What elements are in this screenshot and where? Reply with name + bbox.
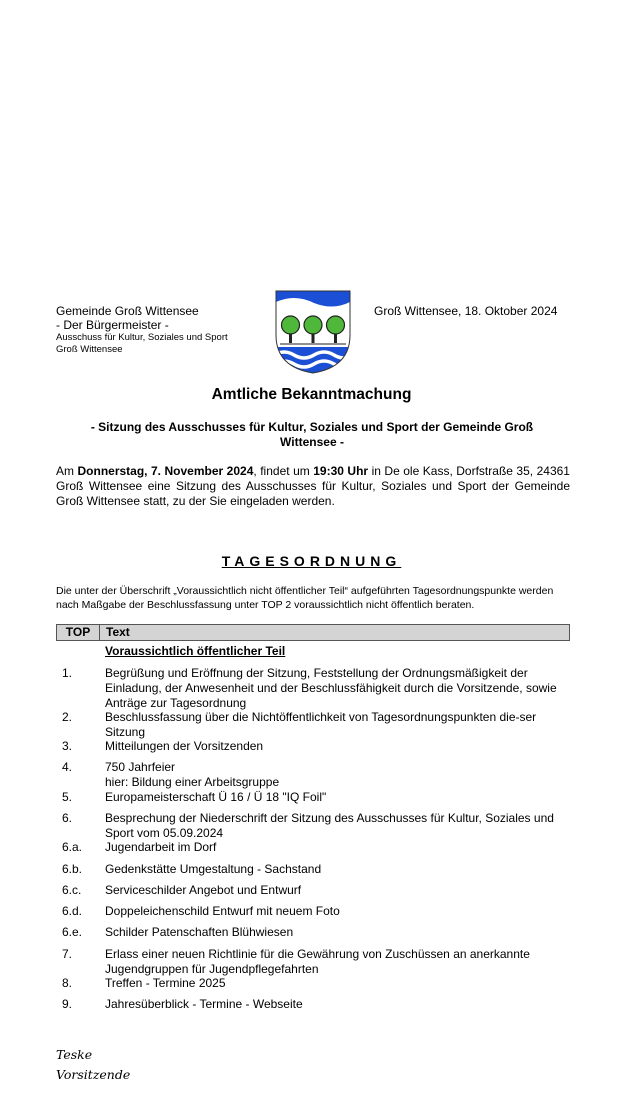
town-label: Groß Wittensee [56,344,123,355]
agenda-note: Die unter der Überschrift „Voraussichtlich nicht öffentlicher Teil“ aufgeführten Tagesordnungspunkte werden nach Maßgabe der Beschlussfassung unter TOP 2 voraussichtlich nicht öffentlich beraten. [56,585,554,611]
agenda-table-header [56,624,570,641]
meeting-date: Donnerstag, 7. November 2024 [77,464,254,478]
item-text: Europameisterschaft Ü 16 / Ü 18 "IQ Foil" [105,790,327,804]
item-number: 3. [62,739,73,753]
column-top: TOP [57,625,100,640]
item-number: 1. [62,666,73,680]
document-subtitle: - Sitzung des Ausschusses für Kultur, Soziales und Sport der Gemeinde Groß Wittensee - [90,420,534,449]
section-public: Voraussichtlich öffentlicher Teil [105,644,286,658]
coat-of-arms-icon [274,289,352,375]
item-number: 2. [62,710,73,724]
meeting-time: 19:30 Uhr [313,464,369,478]
item-number: 6. [62,811,73,825]
item-text: Serviceschilder Angebot und Entwurf [105,883,302,897]
item-number: 9. [62,997,73,1011]
item-text: Besprechung der Niederschrift der Sitzung des Ausschusses für Kultur, Soziales und Sport vom 05.09.2024 [105,811,554,840]
item-number: 8. [62,976,73,990]
item-text: Jugendarbeit im Dorf [105,840,217,854]
item-text: 750 Jahrfeier hier: Bildung einer Arbeitsgruppe [105,760,280,789]
item-number: 5. [62,790,73,804]
item-number: 6.d. [62,904,83,918]
committee-label: Ausschuss für Kultur, Soziales und Sport [56,332,228,343]
item-text: Doppeleichenschild Entwurf mit neuem Foto [105,904,340,918]
item-text: Begrüßung und Eröffnung der Sitzung, Feststellung der Ordnungsmäßigkeit der Einladung, der Anwesenheit und der Beschlussfähigkeit durch die Vorsitzende, sowie Anträge zur Tagesordnung [105,666,557,710]
item-text: Beschlussfassung über die Nichtöffentlichkeit von Tagesordnungspunkten die-ser Sitzung [105,710,537,739]
item-text: Mitteilungen der Vorsitzenden [105,739,264,753]
signature-name: Teske [56,1047,93,1062]
item-number: 7. [62,947,73,961]
item-number: 6.e. [62,925,83,939]
item-number: 6.c. [62,883,82,897]
item-number: 4. [62,760,73,774]
mayor-label: - Der Bürgermeister - [56,318,169,332]
document-title: Amtliche Bekanntmachung [211,386,412,403]
item-number: 6.b. [62,862,83,876]
item-text: Treffen - Termine 2025 [105,976,226,990]
item-text: Schilder Patenschaften Blühwiesen [105,925,294,939]
item-text: Jahresüberblick - Termine - Webseite [105,997,303,1011]
item-text: Gedenkstätte Umgestaltung - Sachstand [105,862,322,876]
date-line: Groß Wittensee, 18. Oktober 2024 [374,304,558,318]
municipality-name: Gemeinde Groß Wittensee [56,304,199,318]
intro-paragraph: Am Donnerstag, 7. November 2024, findet um 19:30 Uhr in De ole Kass, Dorfstraße 35, 24361 Groß Wittensee eine Sitzung des Ausschusses für Kultur, Soziales und Sport der Gemeinde Groß Wittensee statt, zu der Sie eingeladen werden. [56,464,570,508]
item-number: 6.a. [62,840,83,854]
column-text: Text [106,625,130,639]
item-text: Erlass einer neuen Richtlinie für die Gewährung von Zuschüssen an anerkannte Jugendgruppen für Jugendpflegefahrten [105,947,530,976]
agenda-heading: TAGESORDNUNG [221,553,402,569]
signature-role: Vorsitzende [56,1067,131,1082]
